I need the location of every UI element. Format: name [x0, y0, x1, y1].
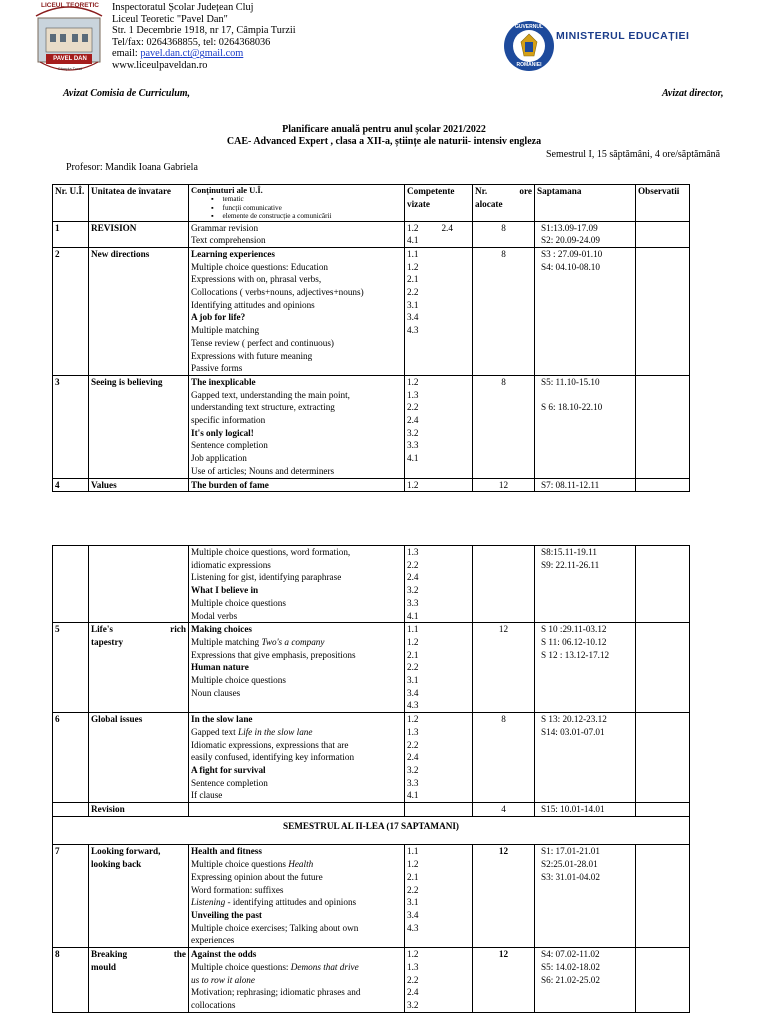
allocated-hours: 12: [473, 948, 535, 1013]
unit-content: [189, 623, 405, 713]
allocated-hours: 8: [473, 247, 535, 375]
allocated-hours: 8: [473, 375, 535, 478]
allocated-hours: 8: [473, 713, 535, 803]
content-line: Multiple matching Two's a company: [191, 636, 325, 647]
week-entry: S14: 03.01-07.01: [541, 726, 605, 737]
competence-code: 3.4: [407, 687, 419, 698]
unit-title: Global issues: [89, 713, 189, 803]
unit-title: REVISION: [89, 221, 189, 247]
content-line: collocations: [191, 999, 236, 1010]
competences: [405, 546, 473, 623]
competences: [405, 623, 473, 713]
competence-code: 4.3: [407, 325, 419, 336]
competence-code: 1.3: [407, 961, 419, 972]
week-entry: S4: 07.02-11.02: [541, 949, 600, 960]
header-line: Tel/fax: 0264368855, tel: 0264368036: [112, 36, 271, 48]
semester-divider-row: [53, 816, 690, 845]
content-line: A job for life?: [191, 312, 246, 323]
content-line: Multiple choice questions Health: [191, 859, 314, 870]
unit-number: [53, 546, 89, 623]
observations: [636, 375, 690, 478]
table-row: [53, 247, 690, 375]
unit-content: [189, 803, 405, 817]
unit-title: Seeing is believing: [89, 375, 189, 478]
competences: [405, 948, 473, 1013]
table-row: [53, 623, 690, 713]
content-line: Gapped text, understanding the main point,: [191, 389, 350, 400]
competence-code: 1.2: [407, 376, 419, 387]
content-line: Multiple choice questions: [191, 597, 286, 608]
content-line: Tense review ( perfect and continuous): [191, 337, 334, 348]
content-line: Multiple matching: [191, 325, 260, 336]
competence-code: 2.4: [407, 572, 419, 583]
week-entry: S5: 14.02-18.02: [541, 961, 600, 972]
observations: [636, 221, 690, 247]
week-entry: S3 : 27.09-01.10: [541, 248, 603, 259]
competence-code: 3.2: [407, 427, 419, 438]
week-schedule: [535, 803, 636, 817]
content-line: Grammar revision: [191, 222, 259, 233]
content-line: Multiple choice exercises; Talking about own: [191, 922, 359, 933]
week-entry: S 13: 20.12-23.12: [541, 714, 607, 725]
col-header-week: Saptamana: [535, 185, 636, 222]
unit-content: [189, 948, 405, 1013]
competences: [405, 478, 473, 492]
competence-code: 1.2: [407, 636, 419, 647]
competence-code: 2.1: [407, 649, 419, 660]
allocated-hours: 12: [473, 845, 535, 948]
allocated-hours: 8: [473, 221, 535, 247]
table-row: [53, 713, 690, 803]
content-line: Expressions with on, phrasal verbs,: [191, 274, 322, 285]
document-subtitle: CAE- Advanced Expert , clasa a XII-a, științe ale naturii- intensiv engleza: [226, 136, 542, 147]
competence-code: 1.2: [407, 714, 419, 725]
content-line: Multiple choice questions: [191, 675, 286, 686]
content-line: Multiple choice questions: Demons that drive: [191, 961, 359, 972]
competence-code: 1.2: [407, 261, 419, 272]
table-row: [53, 845, 690, 948]
ministry-name: MINISTERUL EDUCAȚIEI: [556, 30, 690, 42]
competence-code: 1.3: [407, 547, 419, 557]
table-row: [53, 546, 690, 623]
competence-code: 1.1: [407, 248, 419, 259]
observations: [636, 845, 690, 948]
competence-code: 4.1: [407, 790, 419, 801]
week-entry: S15: 10.01-14.01: [541, 804, 605, 815]
week-entry: [541, 389, 633, 402]
competence-code: 3.2: [407, 585, 419, 596]
competence-code: 2.1: [407, 871, 419, 882]
unit-content: [189, 478, 405, 492]
week-entry: S3: 31.01-04.02: [541, 871, 600, 882]
competence-code: 3.3: [407, 440, 419, 451]
competence-code: 2.2: [407, 974, 419, 985]
table-row: [53, 375, 690, 478]
competence-code: 2.4: [407, 752, 419, 763]
unit-number: 2: [53, 247, 89, 375]
week-schedule: [535, 478, 636, 492]
content-line: Expressions with future meaning: [191, 350, 313, 361]
competence-code: 3.3: [407, 777, 419, 788]
observations: [636, 478, 690, 492]
gov-seal-top: GUVERNUL: [514, 24, 544, 30]
content-line: The inexplicable: [191, 376, 256, 387]
competences: [405, 221, 473, 247]
website: www.liceulpaveldan.ro: [112, 59, 208, 71]
content-line: idiomatic expressions: [191, 559, 271, 570]
header-line: Inspectoratul Școlar Județean Cluj: [112, 2, 254, 13]
planning-table-page1: [52, 184, 690, 492]
header-line: Str. 1 Decembrie 1918, nr 17, Câmpia Turzii: [112, 25, 296, 37]
school-logo-name: PAVEL DAN: [53, 56, 87, 62]
unit-content: [189, 247, 405, 375]
unit-number: 7: [53, 845, 89, 948]
content-line: In the slow lane: [191, 714, 253, 725]
competences: [405, 247, 473, 375]
content-line: us to row it alone: [191, 974, 255, 985]
content-line: understanding text structure, extracting: [191, 402, 335, 413]
document-title: Planificare anuală pentru anul școlar 2021/2022: [282, 124, 486, 135]
competence-code: 3.1: [407, 897, 419, 908]
table-row: [53, 948, 690, 1013]
unit-content: [189, 221, 405, 247]
competence-code: 2.4: [407, 987, 419, 998]
unit-content: [189, 713, 405, 803]
content-line: It's only logical!: [191, 427, 254, 438]
competence-code: 2.1: [407, 274, 419, 285]
competence-code: 4.1: [407, 610, 419, 621]
unit-title: [89, 546, 189, 623]
observations: [636, 247, 690, 375]
week-schedule: [535, 845, 636, 948]
school-logo-city: Câmpia Turzii: [57, 66, 83, 71]
competence-code: 3.4: [407, 312, 419, 323]
competence-code: 4.1: [407, 235, 419, 246]
competence-code: 2.2: [407, 884, 419, 895]
allocated-hours: 12: [473, 478, 535, 492]
unit-content: [189, 546, 405, 623]
competence-code: 2.4: [407, 415, 419, 426]
gov-seal-bottom: ROMÂNIEI: [516, 62, 542, 68]
unit-number: 3: [53, 375, 89, 478]
director-approval: Avizat director,: [662, 88, 724, 99]
week-schedule: [535, 221, 636, 247]
week-schedule: [535, 375, 636, 478]
competence-code: 4.3: [407, 700, 419, 711]
table-row: [53, 221, 690, 247]
competences: [405, 803, 473, 817]
school-logo-title: LICEUL TEORETIC: [40, 2, 100, 9]
week-schedule: [535, 623, 636, 713]
content-line: Listening - identifying attitudes and opinions: [191, 897, 357, 908]
competence-code: 1.2: [407, 949, 419, 960]
week-schedule: [535, 948, 636, 1013]
week-schedule: [535, 546, 636, 623]
col-header-hours: Nr. ore alocate: [473, 185, 535, 222]
competence-code: 3.2: [407, 764, 419, 775]
week-entry: S6: 21.02-25.02: [541, 974, 600, 985]
col-header-unit: Unitatea de învatare: [89, 185, 189, 222]
content-line: Listening for gist, identifying paraphrase: [191, 572, 342, 583]
unit-title: Looking forward, looking back: [89, 845, 189, 948]
week-entry: S8:15.11-19.11: [541, 547, 597, 557]
semester-2-heading: SEMESTRUL AL II-LEA (17 SAPTAMANI): [53, 816, 690, 845]
week-entry: S 12 : 13.12-17.12: [541, 649, 610, 660]
header-line: Liceul Teoretic "Pavel Dan": [112, 13, 228, 25]
unit-title: New directions: [89, 247, 189, 375]
content-line: Use of articles; Nouns and determiners: [191, 465, 335, 476]
content-line: specific information: [191, 415, 266, 426]
observations: [636, 546, 690, 623]
content-line: Making choices: [191, 624, 252, 635]
content-line: Health and fitness: [191, 846, 262, 857]
competence-code: 3.1: [407, 299, 419, 310]
unit-number: 8: [53, 948, 89, 1013]
unit-number: 6: [53, 713, 89, 803]
content-line: If clause: [191, 790, 223, 801]
content-line: Word formation: suffixes: [191, 884, 284, 895]
content-line: Motivation; rephrasing; idiomatic phrases and: [191, 987, 361, 998]
competence-code: 1.3: [407, 389, 419, 400]
competence-code: 2.2: [407, 662, 419, 673]
observations: [636, 713, 690, 803]
content-line: Multiple choice questions: Education: [191, 261, 329, 272]
competence-code: 4.3: [407, 922, 419, 933]
school-logo: [32, 4, 106, 74]
competence-code: 2.2: [407, 739, 419, 750]
content-line: Job application: [191, 453, 247, 464]
table-row: [53, 478, 690, 492]
competence-code: 3.3: [407, 597, 419, 608]
col-header-competences: Competente vizate: [405, 185, 473, 222]
unit-number: 1: [53, 221, 89, 247]
school-header: [112, 2, 296, 72]
unit-number: 4: [53, 478, 89, 492]
competence-code: 1.2 2.4: [407, 222, 453, 233]
content-line: Learning experiences: [191, 248, 275, 259]
allocated-hours: 12: [473, 623, 535, 713]
content-line: Against the odds: [191, 949, 257, 960]
competence-code: 1.3: [407, 726, 419, 737]
content-line: Modal verbs: [191, 610, 238, 621]
week-entry: S1:13.09-17.09: [541, 222, 598, 233]
competence-code: 3.4: [407, 909, 419, 920]
week-entry: S 11: 06.12-10.12: [541, 636, 607, 647]
content-sub-item: ▪ funcții comunicative: [211, 203, 282, 212]
col-header-obs: Observatii: [636, 185, 690, 222]
email-link[interactable]: pavel.dan.ct@gmail.com: [140, 48, 244, 60]
content-line: Idiomatic expressions, expressions that are: [191, 739, 349, 750]
unit-title: Life's rich tapestry: [89, 623, 189, 713]
content-line: easily confused, identifying key information: [191, 752, 355, 763]
week-entry: S2:25.01-28.01: [541, 859, 598, 870]
table-header-row: [53, 185, 690, 222]
content-line: Identifying attitudes and opinions: [191, 299, 315, 310]
week-schedule: [535, 247, 636, 375]
content-line: experiences: [191, 935, 235, 946]
teacher-name: Profesor: Mandik Ioana Gabriela: [66, 162, 198, 173]
week-entry: S 6: 18.10-22.10: [541, 402, 603, 413]
competence-code: 4.1: [407, 453, 419, 464]
week-entry: S9: 22.11-26.11: [541, 559, 600, 570]
unit-content: [189, 375, 405, 478]
competences: [405, 845, 473, 948]
content-line: Unveiling the past: [191, 909, 262, 920]
content-line: Human nature: [191, 662, 249, 673]
table-row: [53, 803, 690, 817]
content-line: Sentence completion: [191, 777, 268, 788]
competences: [405, 375, 473, 478]
unit-title: Values: [89, 478, 189, 492]
week-schedule: [535, 713, 636, 803]
content-line: Text comprehension: [191, 235, 266, 246]
unit-title: Breaking the mould: [89, 948, 189, 1013]
content-line: Gapped text Life in the slow lane: [191, 726, 313, 737]
email-label: email:: [112, 48, 141, 60]
competences: [405, 713, 473, 803]
col-header-content: [189, 185, 405, 222]
unit-content: [189, 845, 405, 948]
week-entry: S1: 17.01-21.01: [541, 846, 600, 857]
unit-number: 5: [53, 623, 89, 713]
competence-code: 1.1: [407, 846, 419, 857]
observations: [636, 623, 690, 713]
competence-code: 1.1: [407, 624, 419, 635]
week-entry: S 10 :29.11-03.12: [541, 624, 607, 635]
content-line: The burden of fame: [191, 479, 269, 490]
allocated-hours: [473, 546, 535, 623]
week-entry: S2: 20.09-24.09: [541, 235, 600, 246]
competence-code: 2.2: [407, 287, 419, 298]
content-line: Passive forms: [191, 363, 243, 374]
content-line: Noun clauses: [191, 687, 241, 698]
content-line: Sentence completion: [191, 440, 268, 451]
content-line: Multiple choice questions, word formation,: [191, 547, 351, 557]
week-entry: S5: 11.10-15.10: [541, 376, 600, 387]
competence-code: 1.2: [407, 859, 419, 870]
content-heading: Conținuturi ale U.Î.: [191, 185, 263, 195]
planning-table-page2: [52, 545, 690, 1013]
content-sub-item: ▪ tematic: [211, 195, 244, 203]
week-entry: S4: 04.10-08.10: [541, 261, 600, 272]
competence-code: 3.2: [407, 999, 419, 1010]
competence-code: 3.1: [407, 675, 419, 686]
observations: [636, 948, 690, 1013]
content-line: A fight for survival: [191, 764, 266, 775]
allocated-hours: 4: [473, 803, 535, 817]
competence-code: 2.2: [407, 402, 419, 413]
semester-info: Semestrul I, 15 săptămâni, 4 ore/săptămână: [546, 149, 721, 160]
unit-title: Revision: [89, 803, 189, 817]
unit-number: [53, 803, 89, 817]
curriculum-approval: Avizat Comisia de Curriculum,: [63, 88, 191, 99]
observations: [636, 803, 690, 817]
content-sub-item: ▪ elemente de construcție a comunicării: [211, 212, 332, 220]
content-line: Collocations ( verbs+nouns, adjectives+nouns): [191, 287, 364, 298]
competence-code: 2.2: [407, 559, 419, 570]
content-line: Expressing opinion about the future: [191, 871, 323, 882]
content-line: What I believe in: [191, 585, 259, 596]
email-line: [112, 48, 296, 60]
content-line: Expressions that give emphasis, prepositions: [191, 649, 356, 660]
competence-code: 1.2: [407, 479, 419, 490]
col-header-nr: Nr. U.Î.: [53, 185, 89, 222]
week-entry: S7: 08.11-12.11: [541, 479, 600, 490]
